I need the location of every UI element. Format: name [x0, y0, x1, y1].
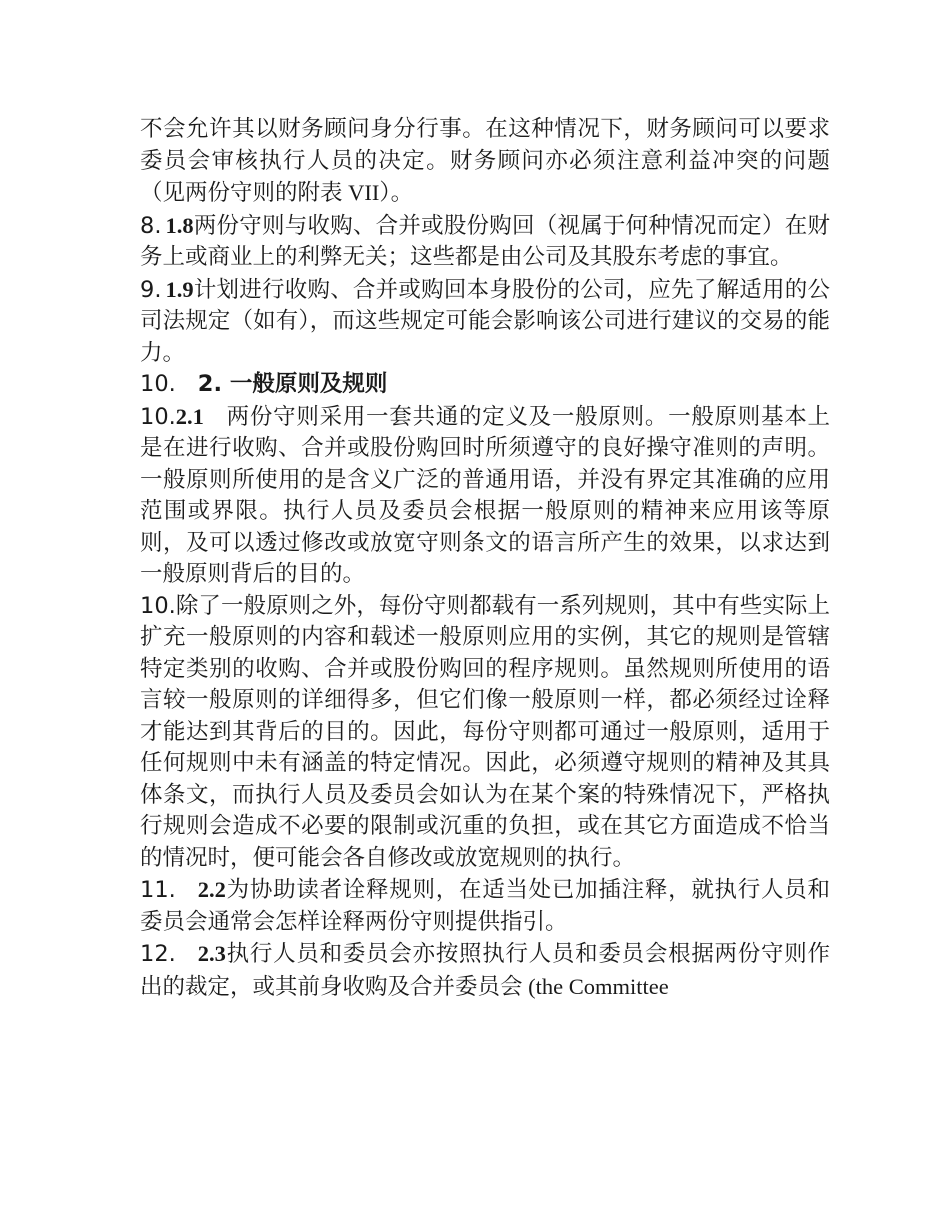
committee-name: (the Committee	[522, 973, 669, 999]
paragraph-number: 11.	[140, 877, 176, 903]
paragraph-1-9	[140, 274, 830, 370]
paragraph-number: 10.	[140, 592, 176, 619]
paragraph-2-2	[140, 874, 830, 938]
paragraph-rules	[140, 591, 830, 875]
schedule-reference: VII）	[342, 180, 391, 205]
paragraph-text: 执行人员和委员会亦按照执行人员和委员会根据两份守则作出的裁定，或其前身收购及合并委员会	[140, 941, 830, 1000]
section-number: 2.1	[175, 403, 204, 429]
paragraph-text: 两份守则与收购、合并或股份购回（视属于何种情况而定）在财务上或商业上的利弊无关；这些都是由公司及其股东考虑的事宜。	[140, 212, 830, 270]
section-number: 2.3	[197, 941, 226, 966]
paragraph-financial-adviser	[140, 114, 830, 210]
paragraph-text: 两份守则采用一套共通的定义及一般原则。一般原则基本上是在进行收购、合并或股份购回时所须遵守的良好操守准则的声明。一般原则所使用的是含义广泛的普通用语，并没有界定其准确的应用范围或界限。执行人员及委员会根据一般原则的精神来应用该等原则，及可以透过修改或放宽守则条文的语言所产生的效果，以求达到一般原则背后的目的。	[140, 403, 830, 587]
document-page	[140, 114, 830, 1003]
paragraph-number: 8.	[140, 212, 162, 239]
section-heading-general-principles	[140, 369, 830, 401]
paragraph-1-8	[140, 210, 830, 274]
paragraph-2-3	[140, 938, 830, 1003]
paragraph-text: 计划进行收购、合并或购回本身股份的公司，应先了解适用的公司法规定（如有），而这些规定可能会影响该公司进行建议的交易的能力。	[140, 276, 830, 366]
paragraph-number: 9.	[140, 276, 162, 303]
paragraph-number: 12.	[140, 941, 176, 967]
paragraph-text-end: 。	[390, 180, 414, 206]
paragraph-text: 不会允许其以财务顾问身分行事。在这种情况下，财务顾问可以要求委员会审核执行人员的决定。财务顾问亦必须注意利益冲突的问题（见两份守则的附表	[140, 116, 830, 206]
paragraph-number: 10.	[140, 403, 176, 430]
section-heading: 2. 一般原则及规则	[197, 371, 388, 397]
paragraph-number: 10.	[140, 371, 176, 397]
paragraph-2-1	[140, 401, 830, 591]
section-number: 1.9	[165, 276, 194, 302]
paragraph-text: 除了一般原则之外，每份守则都载有一系列规则，其中有些实际上扩充一般原则的内容和载述一般原则应用的实例，其它的规则是管辖特定类别的收购、合并或股份购回的程序规则。虽然规则所使用的语言较一般原则的详细得多，但它们像一般原则一样，都必须经过诠释才能达到其背后的目的。因此，每份守则都可通过一般原则，适用于任何规则中未有涵盖的特定情况。因此，必须遵守规则的精神及其具体条文，而执行人员及委员会如认为在某个案的特殊情况下，严格执行规则会造成不必要的限制或沉重的负担，或在其它方面造成不恰当的情况时，便可能会各自修改或放宽规则的执行。	[140, 592, 830, 871]
section-number: 2.2	[197, 877, 226, 902]
section-number: 1.8	[165, 212, 194, 238]
paragraph-text: 为协助读者诠释规则，在适当处已加插注释，就执行人员和委员会通常会怎样诠释两份守则提供指引。	[140, 877, 830, 935]
